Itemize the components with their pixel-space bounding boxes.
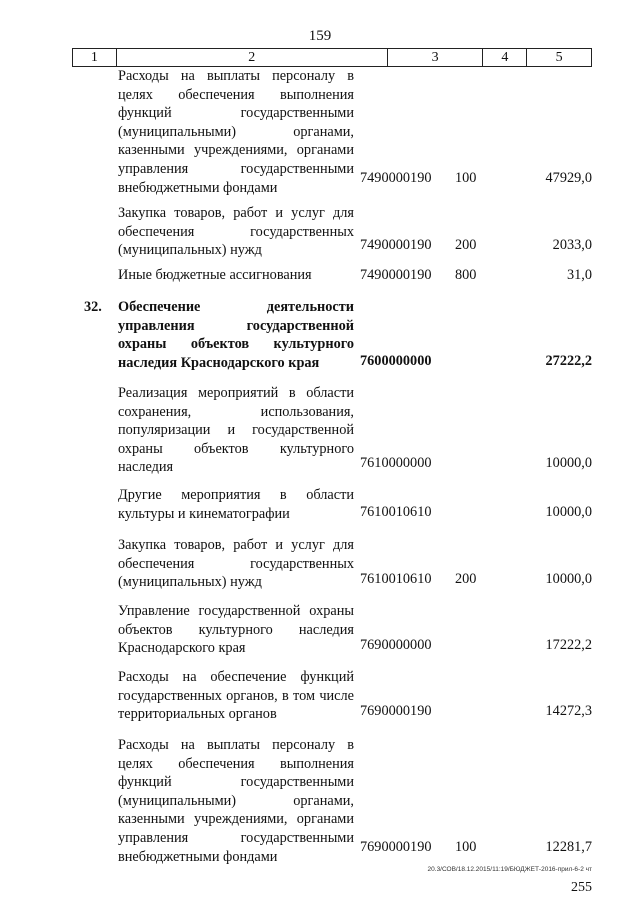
row-description: Расходы на выплаты персоналу в целях обеспечения выполнения функций государственными (муниципальными) органами, казенными учреждениями, органами управления государственными внебюджетными фондами (118, 737, 354, 865)
row-expense-type: 100 (455, 839, 477, 855)
footer-document-code: 20.3/СОВ/18.12.2015/11:19/БЮДЖЕТ-2016-прил-6-2 чт (427, 866, 592, 873)
row-sum: 10000,0 (545, 571, 592, 587)
row-description: Закупка товаров, работ и услуг для обеспечения государственных (муниципальных) нужд (118, 205, 354, 259)
row-code: 7690000000 (360, 637, 432, 653)
row-sum: 10000,0 (545, 504, 592, 520)
row-sum: 17222,2 (545, 637, 592, 653)
row-code: 7690000190 (360, 703, 432, 719)
page-number-bottom: 255 (571, 880, 592, 895)
header-col-3: 3 (388, 49, 484, 66)
row-code: 7490000190 (360, 170, 432, 186)
header-col-1: 1 (73, 49, 117, 66)
row-description: Другие мероприятия в области культуры и кинематографии (118, 487, 354, 522)
row-sum: 31,0 (566, 267, 592, 283)
row-expense-type: 200 (455, 571, 477, 587)
row-sum: 2033,0 (552, 237, 592, 253)
row-code: 7610010610 (360, 504, 432, 520)
row-code: 7690000190 (360, 839, 432, 855)
row-description: Обеспечение деятельности управления государственной охраны объектов культурного наследия Краснодарского края (118, 299, 354, 371)
row-expense-type: 800 (455, 267, 477, 283)
row-sum: 14272,3 (545, 703, 592, 719)
row-description: Управление государственной охраны объектов культурного наследия Краснодарского края (118, 603, 354, 657)
header-col-2: 2 (117, 49, 388, 66)
row-number: 32. (84, 299, 102, 315)
row-description: Закупка товаров, работ и услуг для обеспечения государственных (муниципальных) нужд (118, 537, 354, 591)
row-code: 7600000000 (360, 353, 432, 369)
row-description: Расходы на обеспечение функций государственных органов, в том числе территориальных органов (118, 669, 354, 723)
row-description: Иные бюджетные ассигнования (118, 267, 312, 283)
row-sum: 10000,0 (545, 455, 592, 471)
row-code: 7610000000 (360, 455, 432, 471)
row-description: Реализация мероприятий в области сохранения, использования, популяризации и государственной охраны объектов культурного наследия (118, 385, 354, 476)
row-sum: 27222,2 (545, 353, 592, 369)
header-col-4: 4 (483, 49, 527, 66)
row-code: 7490000190 (360, 237, 432, 253)
page-number-top: 159 (308, 28, 332, 44)
row-expense-type: 200 (455, 237, 477, 253)
row-expense-type: 100 (455, 170, 477, 186)
table-header-row (72, 48, 592, 67)
row-sum: 47929,0 (545, 170, 592, 186)
row-sum: 12281,7 (545, 839, 592, 855)
row-code: 7610010610 (360, 571, 432, 587)
header-col-5: 5 (555, 50, 563, 65)
row-code: 7490000190 (360, 267, 432, 283)
row-description: Расходы на выплаты персоналу в целях обеспечения выполнения функций государственными (муниципальными) органами, казенными учреждениями, органами управления государственными внебюджетными фондами (118, 68, 354, 196)
